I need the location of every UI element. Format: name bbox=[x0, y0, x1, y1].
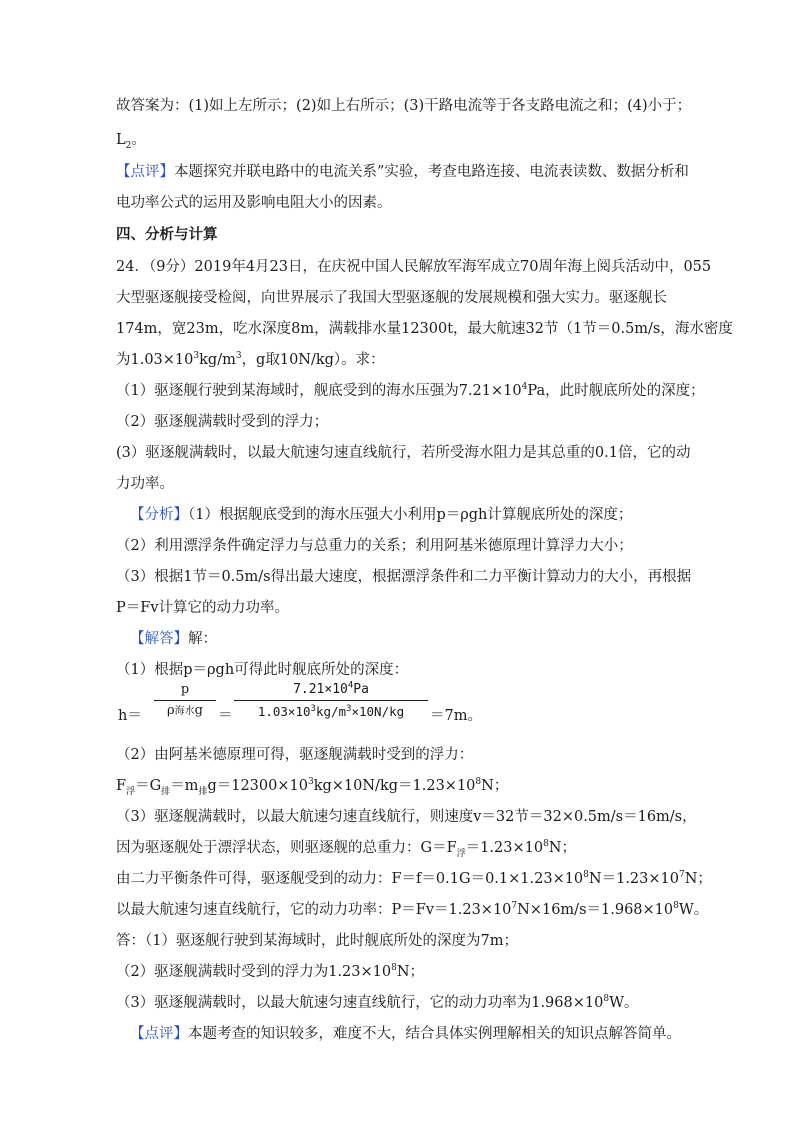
question-line-4-c: ，g取10N/kg）。求： bbox=[241, 352, 385, 368]
s3-l3-c: N； bbox=[684, 871, 712, 887]
question-line-1: 24．（9分）2019年4月23日，在庆祝中国人民解放军海军成立70周年海上阅兵活动中，055 bbox=[116, 259, 712, 275]
s3-l3-b: N＝1.23×10 bbox=[588, 871, 679, 887]
fraction-1-den-sub: 海水 bbox=[174, 706, 195, 717]
s3-l4-a: 以最大航速匀速直线航行，它的动力功率：P＝Fv＝1.23×10 bbox=[116, 902, 512, 918]
s3-l2-a: 因为驱逐舰处于漂浮状态，则驱逐舰的总重力：G＝F bbox=[116, 840, 457, 856]
solution-step-3-line-4 bbox=[116, 900, 708, 920]
analysis-text-1: （1）根据舰底受到的海水压强大小利用p＝ρgh计算舰底所处的深度； bbox=[188, 507, 633, 523]
s2-eq-sup2: 8 bbox=[475, 777, 482, 788]
question-line-4 bbox=[116, 350, 385, 370]
s3-l2-b: ＝1.23×10 bbox=[465, 840, 544, 856]
solution-tag: 【解答】 bbox=[130, 631, 188, 647]
question-part-2: （2）驱逐舰满载时受到的浮力； bbox=[116, 414, 329, 430]
formula-lhs: h＝ bbox=[118, 708, 142, 724]
s2-eq-e: kg×10N/kg＝1.23×10 bbox=[313, 778, 476, 794]
analysis-line-2: （2）利用漂浮条件确定浮力与总重力的关系；利用阿基米德原理计算浮力大小； bbox=[116, 538, 633, 554]
s2-eq-a: F bbox=[116, 778, 127, 794]
fraction-1-numerator: p bbox=[180, 682, 190, 697]
s2-eq-sub3: 排 bbox=[198, 786, 208, 797]
solution-step-1: （1）根据p＝ρgh可得此时舰底所处的深度： bbox=[116, 662, 409, 678]
fraction-2-den-a: 1.03×10 bbox=[257, 704, 311, 719]
s3-l2-sup: 8 bbox=[543, 839, 549, 850]
fraction-1-bar bbox=[154, 700, 216, 701]
question-line-2: 大型驱逐舰接受检阅，向世界展示了我国大型驱逐舰的发展规模和强大实力。驱逐舰长 bbox=[116, 290, 667, 306]
question-part-1-b: Pa，此时舰底所处的深度； bbox=[527, 383, 705, 399]
solution-step-2-equation bbox=[116, 776, 508, 796]
previous-answer-l: L bbox=[116, 132, 126, 148]
s2-eq-b: ＝G bbox=[135, 778, 162, 794]
fraction-2-num-b: Pa bbox=[353, 682, 369, 697]
question-line-4-a: 为1.03×10 bbox=[116, 352, 194, 368]
previous-answer-end: 。 bbox=[131, 132, 146, 148]
analysis-line-1 bbox=[130, 505, 632, 525]
section-title: 四、分析与计算 bbox=[116, 227, 218, 243]
s2-eq-f: N； bbox=[481, 778, 509, 794]
final-answer-1: 答：（1）驱逐舰行驶到某海域时，此时舰底所处的深度为7m； bbox=[116, 933, 518, 949]
fraction-2-num-a: 7.21×10 bbox=[293, 682, 348, 697]
comment-tag: 【点评】 bbox=[130, 1026, 188, 1042]
s3-l3-a: 由二力平衡条件可得，驱逐舰受到的动力：F＝f＝0.1G＝0.1×1.23×10 bbox=[116, 871, 584, 887]
final-answer-2-sup: 8 bbox=[391, 963, 397, 974]
comment-text: 本题考查的知识较多，难度不大，结合具体实例理解相关的知识点解答简单。 bbox=[188, 1026, 681, 1042]
previous-comment-text: 本题探究并联电路中的电流关系”实验，考查电路连接、电流表读数、数据分析和 bbox=[174, 164, 689, 180]
final-answer-2 bbox=[116, 962, 424, 982]
s3-l3-sup1: 8 bbox=[583, 870, 589, 881]
solution-step-2: （2）由阿基米德原理可得，驱逐舰满载时受到的浮力： bbox=[116, 747, 474, 763]
final-answer-2-a: （2）驱逐舰满载时受到的浮力为1.23×10 bbox=[116, 964, 392, 980]
fraction-2-den-b: kg/m bbox=[315, 704, 347, 719]
analysis-line-4: P＝Fv计算它的动力功率。 bbox=[116, 600, 290, 616]
fraction-2-den-sup1: 3 bbox=[310, 703, 316, 714]
previous-answer-l-sub: 2 bbox=[125, 140, 132, 151]
previous-answer-text: 故答案为：(1)如上左所示；(2)如上右所示；(3)干路电流等于各支路电流之和；(4)小于； bbox=[116, 98, 692, 114]
fraction-2-denominator bbox=[232, 704, 430, 719]
previous-comment-line-2 bbox=[116, 193, 392, 213]
question-part-1-a: （1）驱逐舰行驶到某海域时，舰底受到的海水压强为7.21×10 bbox=[116, 383, 522, 399]
formula-equals: ＝ bbox=[218, 708, 233, 724]
fraction-2-numerator bbox=[232, 682, 430, 697]
solution-step-3-line-2 bbox=[116, 838, 576, 858]
previous-comment-line-1 bbox=[116, 162, 689, 182]
s3-l2-c: N； bbox=[548, 840, 576, 856]
final-answer-3-b: W。 bbox=[609, 995, 639, 1011]
s2-eq-d: g＝12300×10 bbox=[207, 778, 308, 794]
question-line-4-sup1: 3 bbox=[193, 351, 200, 362]
s3-l4-sup2: 8 bbox=[673, 901, 679, 912]
s3-l4-sup1: 7 bbox=[511, 901, 518, 912]
solution-intro: 解： bbox=[188, 631, 217, 647]
fraction-2-den-c: ×10N/kg bbox=[351, 704, 405, 719]
question-part-1 bbox=[116, 381, 705, 401]
fraction-2-bar bbox=[234, 700, 428, 701]
question-line-4-sup2: 3 bbox=[235, 351, 242, 362]
s2-eq-c: ＝m bbox=[170, 778, 199, 794]
question-line-3: 174m，宽23m，吃水深度8m，满载排水量12300t，最大航速32节（1节＝0.5m/s，海水密度 bbox=[116, 321, 733, 337]
solution-step-3-line-1: （3）驱逐舰满载时，以最大航速匀速直线航行，则速度v＝32节＝32×0.5m/s＝16m/s， bbox=[116, 809, 697, 825]
question-line-4-b: kg/m bbox=[199, 352, 236, 368]
previous-answer-line-2 bbox=[116, 130, 146, 150]
depth-formula bbox=[118, 680, 482, 740]
comment-line bbox=[130, 1024, 681, 1044]
fraction-1-denominator bbox=[152, 702, 218, 718]
solution-step-3-line-3 bbox=[116, 869, 712, 889]
fraction-1-den-rho: ρ bbox=[167, 703, 175, 718]
analysis-line-3: （3）根据1节＝0.5m/s得出最大速度，根据漂浮条件和二力平衡计算动力的大小，再根据 bbox=[116, 569, 692, 585]
fraction-2-den-sup2: 3 bbox=[346, 703, 352, 714]
final-answer-3 bbox=[116, 993, 638, 1013]
fraction-1-den-g: g bbox=[194, 703, 203, 718]
s2-eq-sub2: 排 bbox=[161, 786, 171, 797]
s3-l3-sup2: 7 bbox=[678, 870, 685, 881]
s2-eq-sub1: 浮 bbox=[126, 786, 136, 797]
s2-eq-sup1: 3 bbox=[307, 777, 314, 788]
question-part-3-line-2: 力功率。 bbox=[116, 476, 174, 492]
question-part-3-line-1: (3）驱逐舰满载时，以最大航速匀速直线航行，若所受海水阻力是其总重的0.1倍，它的动 bbox=[116, 445, 691, 461]
analysis-tag: 【分析】 bbox=[130, 507, 188, 523]
question-part-1-sup: 4 bbox=[521, 382, 528, 393]
s3-l4-b: N×16m/s＝1.968×10 bbox=[517, 902, 674, 918]
previous-answer-line-1 bbox=[116, 96, 691, 116]
final-answer-3-a: （3）驱逐舰满载时，以最大航速匀速直线航行，它的动力功率为1.968×10 bbox=[116, 995, 604, 1011]
formula-result: ＝7m。 bbox=[430, 708, 482, 724]
final-answer-3-sup: 8 bbox=[603, 994, 610, 1005]
s3-l4-c: W。 bbox=[678, 902, 709, 918]
previous-comment-tag: 【点评】 bbox=[116, 164, 174, 180]
previous-comment-text-2: 电功率公式的运用及影响电阻大小的因素。 bbox=[116, 195, 392, 211]
solution-line-intro bbox=[130, 629, 217, 649]
final-answer-2-b: N； bbox=[396, 964, 425, 980]
s3-l2-sub: 浮 bbox=[456, 848, 466, 859]
fraction-2-num-sup: 4 bbox=[347, 680, 354, 691]
